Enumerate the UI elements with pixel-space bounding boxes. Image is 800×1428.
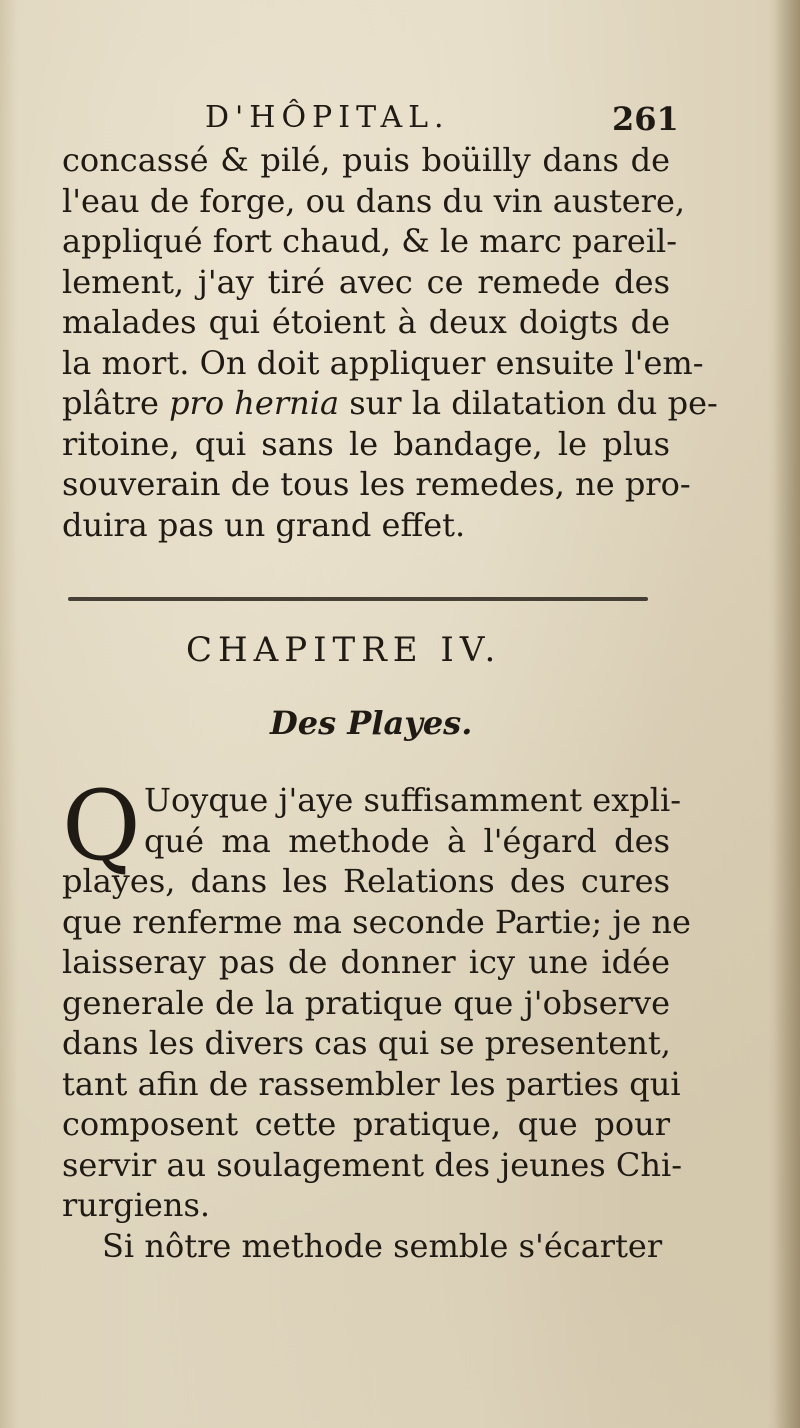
text-line: laisseray pas de donner icy une idée: [62, 943, 670, 981]
text-line-mixed: [62, 383, 718, 424]
text-line: ritoine, qui sans le bandage, le plus: [62, 424, 670, 463]
text-line: lement, j'ay tiré avec ce remede des: [62, 262, 670, 301]
chapter-title: Des Playes.: [270, 704, 473, 742]
text-line: Si nôtre methode semble s'écarter: [102, 1226, 663, 1265]
italic-phrase: pro hernia: [169, 384, 340, 422]
text-line: Uoyque j'aye suffisamment expli-: [144, 781, 682, 819]
text-line: qué ma methode à l'égard des: [144, 821, 670, 860]
text-line: concassé & pilé, puis boüilly dans de: [62, 141, 670, 179]
text-fragment: plâtre: [62, 384, 159, 422]
text-line: dans les divers cas qui se presentent,: [62, 1024, 671, 1062]
page-edge-shadow: [774, 0, 800, 1428]
page-number: 261: [612, 100, 679, 138]
text-line: l'eau de forge, ou dans du vin austere,: [62, 181, 686, 220]
text-line: servir au soulagement des jeunes Chi-: [62, 1145, 683, 1184]
section-rule: [68, 597, 648, 601]
text-line: souverain de tous les remedes, ne pro-: [62, 465, 691, 503]
text-line: rurgiens.: [62, 1186, 211, 1224]
text-line: tant afin de rassembler les parties qui: [62, 1064, 681, 1103]
text-line: la mort. On doit appliquer ensuite l'em-: [62, 343, 704, 382]
chapter-heading: CHAPITRE IV.: [186, 630, 502, 670]
text-line: composent cette pratique, que pour: [62, 1105, 670, 1143]
top-paragraph: [62, 140, 718, 545]
text-line: appliqué fort chaud, & le marc pareil-: [62, 222, 678, 260]
text-fragment: sur la dilatation du pe-: [349, 384, 718, 422]
text-line: duira pas un grand effet.: [62, 505, 466, 544]
text-line: generale de la pratique que j'observe: [62, 983, 670, 1022]
running-head: D'HÔPITAL.: [205, 100, 450, 135]
text-line: que renferme ma seconde Partie; je ne: [62, 902, 691, 941]
drop-cap: Q: [62, 770, 141, 882]
body-paragraph: [62, 770, 691, 1266]
text-line: playes, dans les Relations des cures: [62, 862, 670, 900]
text-line: malades qui étoient à deux doigts de: [62, 303, 670, 341]
